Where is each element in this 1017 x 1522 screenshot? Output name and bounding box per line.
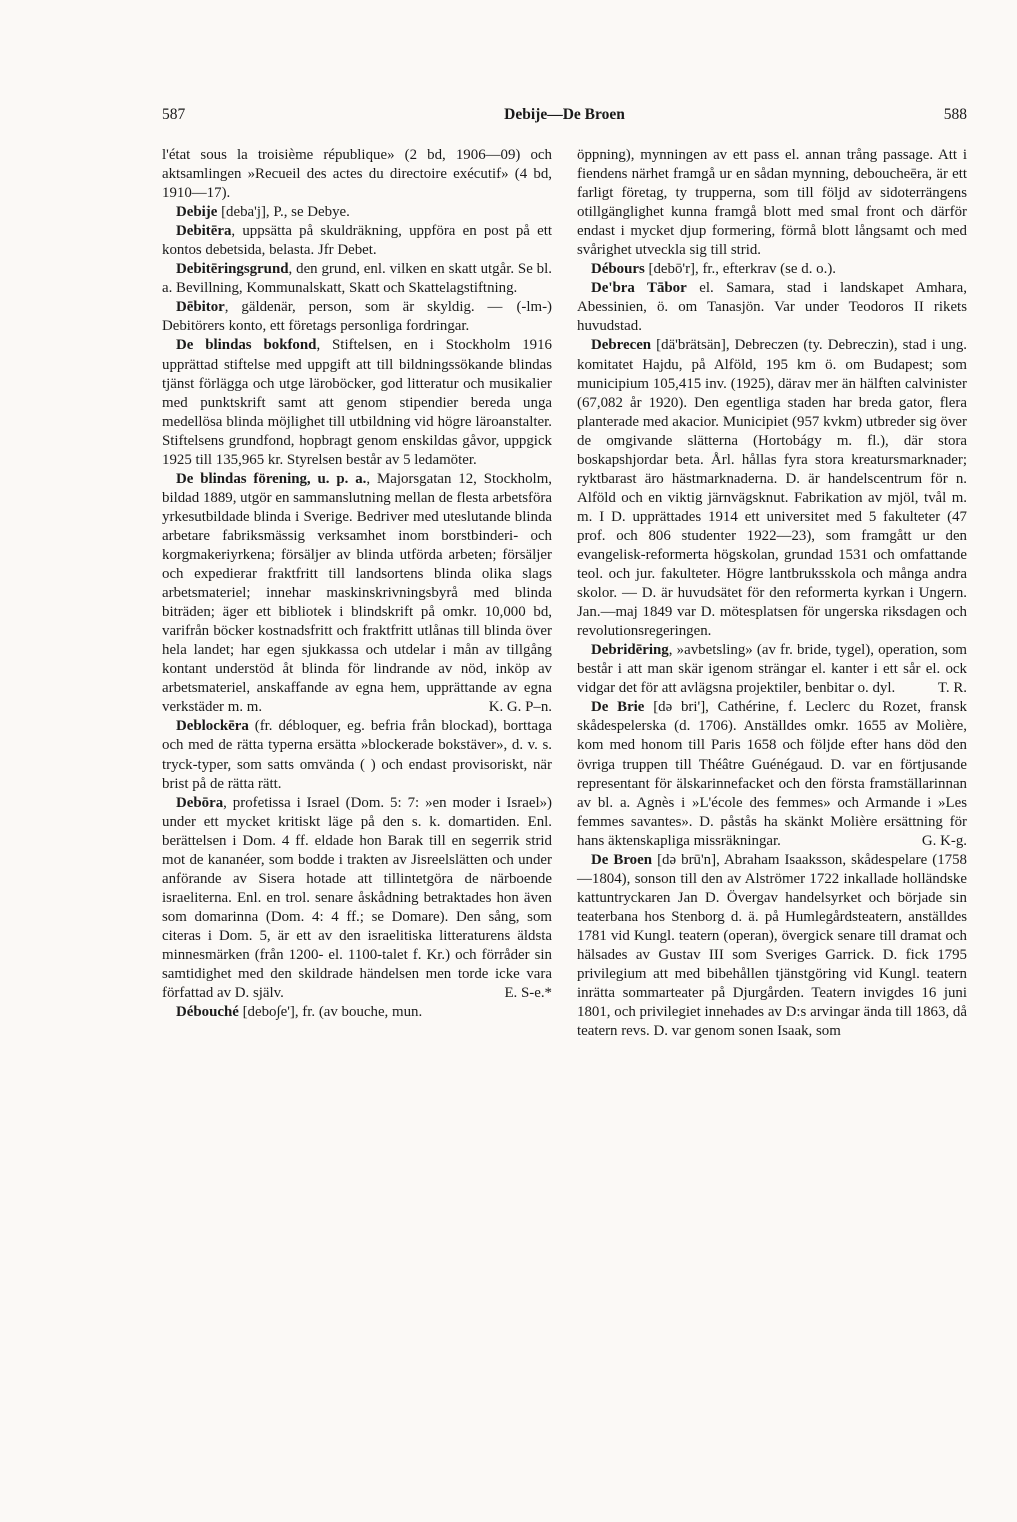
entry-text: , den grund, enl. vilken en skatt utgår. Se bl. a. Bevillning, Kommunalskatt, Skatt och Skattelagstiftning. — [162, 261, 552, 297]
entry-continuation — [577, 146, 967, 260]
entry-headword: Debōra — [176, 794, 224, 811]
entry-headword: Débours — [591, 261, 645, 278]
entry-headword: Debridēring — [591, 642, 669, 659]
right-column — [577, 146, 967, 1041]
entry-text: , Majorsgatan 12, Stockholm, bildad 1889, utgör en sammanslutning mellan de flesta arbetsföra yrkesutbildade blinda i Sverige. Bedriver med uteslutande blinda arbetare fabriksmässig verksamhet inom borstbinderi- och korgmakeriyrkena; försäljer av blinda utförda arbeten; försäljer och expedierar fraktfritt till landsortens blinda olika slags arbetsmateriel; innehar maskinskrivningsbyrå med blinda biträden; äger ett bibliotek i blindskrift på omkr. 10,000 bd, varifrån böcker kostnadsfritt och fraktfritt utlånas till blinda över hela landet; har egen sjukkassa och utdelar i mån av tillgång kontant understöd åt blinda för lindrande av nöd, inköp av arbetsmateriel, anskaffande av egna hem, upprättande av egna verkstäder m. m. — [162, 470, 552, 716]
entry-headword: Débouché — [176, 1004, 239, 1021]
running-title: Debije—De Broen — [504, 106, 625, 123]
entry-text: , uppsätta på skuldräkning, uppföra en post på ett kontos debetsida, belasta. Jfr Debet. — [162, 223, 552, 259]
entry-headword: De blindas förening, u. p. a. — [176, 470, 367, 487]
dictionary-entry — [577, 851, 967, 1041]
author-signature: K. G. P–n. — [488, 699, 552, 716]
entry-headword: De'bra Tābor — [591, 280, 687, 297]
entry-continuation — [162, 146, 552, 203]
author-signature: G. K-g. — [921, 832, 967, 849]
dictionary-entry — [162, 203, 552, 222]
entry-text: [deba'j], P., se Debye. — [217, 204, 350, 221]
page-header — [162, 106, 967, 130]
dictionary-entry — [162, 298, 552, 336]
entry-headword: Dēbitor — [176, 299, 225, 316]
dictionary-entry — [577, 641, 967, 698]
page-number-left: 587 — [162, 106, 186, 123]
dictionary-entry — [577, 698, 967, 850]
entry-text: , »avbetsling» (av fr. bride, tygel), operation, som består i att man skär igenom strängar el. kanter i ett sår el. ock vidgar det för att avlägsna projektiler, benbitar o. dyl. — [577, 642, 967, 697]
dictionary-entry — [162, 336, 552, 469]
dictionary-entry — [577, 260, 967, 279]
dictionary-entry — [577, 336, 967, 641]
entry-headword: De blindas bokfond — [176, 337, 317, 354]
entry-text: el. Samara, stad i landskapet Amhara, Abessinien, ö. om Tanasjön. Var under Teodoros II rikets huvudstad. — [577, 280, 967, 335]
author-signature: (-lm-) — [516, 299, 552, 316]
dictionary-entry — [162, 470, 552, 718]
entry-headword: Debrecen — [591, 337, 652, 354]
entry-text: [debō'r], fr., efterkrav (se d. o.). — [644, 261, 836, 278]
entry-text: (fr. débloquer, eg. befria från blockad), borttaga och med de rätta typerna ersätta »blockerade bokstäver», d. v. s. tryck-typer, som satts omvända ( ) och endast provisoriskt, när brist på de rätta rätt. — [162, 718, 552, 792]
dictionary-entry — [162, 794, 552, 1004]
dictionary-entry — [162, 222, 552, 260]
entry-text: l'état sous la troisième république» (2 bd, 1906—09) och aktsamlingen »Recueil des actes du directoire exécutif» (4 bd, 1910—17). — [162, 147, 552, 202]
entry-text: [də bri'], Cathérine, f. Leclerc du Rozet, fransk skådespelerska (d. 1706). Anställdes omkr. 1655 av Molière, kom med honom till Paris 1658 och följde efter hans död den övriga truppen till Théâtre Guénégaud. D. var en förtjusande representant för älskarinnefacket och den första framställarinnan av bl. a. Agnès i »L'école des femmes» och Armande i »Les femmes savantes». D. påstås ha skänkt Molière ersättning för hans äktenskapliga missräkningar. — [577, 699, 967, 849]
entry-text: [də brū'n], Abraham Isaaksson, skådespelare (1758—1804), sonson till den av Alströmer 1722 inkallade holländske kattuntryckaren Jan D. Övergav handelsyrket och började sin teaterbana hos Stenborg d. ä. på Humlegårdsteatern, anställdes 1781 vid Kungl. teatern (operan), övergick senare till dramat och hälsades av Gustav III som Sveriges Garrick. D. fick 1795 privilegium att med bibehållen tjänstgöring vid Kungl. teatern inrätta sommarteater på Djurgården. Teatern invigdes 16 juni 1801, och privilegiet innehades av D:s arvingar ända till 1863, då teatern revs. D. var genom sonen Isaak, som — [577, 851, 967, 1040]
entry-headword: Debitēra — [176, 223, 232, 240]
entry-headword: Debije — [176, 204, 218, 221]
entry-text: öppning), mynningen av ett pass el. annan trång passage. Att i fiendens närhet framgå ur en sådan mynning, deboucheēra, är ett farligt företag, ty trupperna, som till följd av sidoterrängens otillgänglighet kunna framgå blott med smal front och därför endast i mycket djup formering, förmå blott långsamt och med svårighet utveckla sig till strid. — [577, 147, 967, 259]
entry-headword: De Broen — [591, 851, 653, 868]
entry-headword: Deblockēra — [176, 718, 249, 735]
entry-text: [debo∫e'], fr. (av bouche, mun. — [238, 1004, 423, 1021]
entry-headword: De Brie — [591, 699, 645, 716]
page-number-right: 588 — [943, 106, 967, 123]
entry-headword: Debitēringsgrund — [176, 261, 289, 278]
entry-text: [dä'brätsän], Debreczen (ty. Debreczin), stad i ung. komitatet Hajdu, på Alföld, 195 km ö. om Budapest; som municipium 105,415 inv. (1925), därav mer än hälften calvinister (67,082 år 1920). Den egentliga staden har breda gator, flera planterade med akacior. Municipiet (957 kvkm) utbreder sig över de omgivande slätterna (Hortobágy m. fl.), där stora boskapshjordar beta. Årl. hållas fyra stora kreatursmarknader; ryktbarast äro hästmarknaderna. D. är handelscentrum för n. Alföld och en viktig järnvägsknut. Fabrikation av mjöl, tvål m. m. I D. upprättades 1914 ett universitet med 5 fakulteter (47 prof. och 806 studenter 1922—23), som framgått ur den evangelisk-reformerta högskolan, grundad 1531 och omfattande teol. och jur. fakulteter. Högre lantbruksskola och många andra skolor. — D. är huvudsätet för den reformerta kyrkan i Ungern. Jan.—maj 1849 var D. mötesplatsen för ungerska riksdagen och revolutionsregeringen. — [577, 337, 967, 640]
left-column — [162, 146, 552, 1022]
dictionary-entry — [162, 1003, 552, 1022]
dictionary-entry — [162, 717, 552, 793]
entry-text: , gäldenär, person, som är skyldig. — Debitörers konto, ett företags personliga fordringar. — [162, 299, 503, 335]
dictionary-entry — [577, 279, 967, 336]
author-signature: E. S-e.* — [504, 985, 552, 1002]
author-signature: T. R. — [937, 680, 967, 697]
entry-text: , profetissa i Israel (Dom. 5: 7: »en moder i Israel») under ett mycket kritiskt läge på den s. k. domartiden. Enl. berättelsen i Dom. 4 ff. eldade hon Barak till en segerrik strid mot de kananéer, som bodde i trakten av Jisreelslätten och under anförande av Sisera hotade att tillintetgöra de närboende israeliterna. Enl. en trol. senare åskådning betraktades hon även som domarinna (Dom. 4: 4 ff.; se Domare). Den sång, som citeras i Dom. 5, är ett av den israelitiska litteraturens äldsta minnesmärken (från 1200- el. 1100-talet f. Kr.) och förråder sin samtidighet med den skildrade händelsen men torde icke vara författad av D. själv. — [162, 794, 552, 1002]
entry-text: , Stiftelsen, en i Stockholm 1916 upprättad stiftelse med uppgift att till bildningssökande blindas tjänst förlägga och utge läroböcker, god litteratur och musikalier med punktskrift samt att genom stipendier bereda unga medellösa blinda möjlighet till utbildning vid högre läroanstalter. Stiftelsens grundfond, hopbragt genom enskildas gåvor, uppgick 1925 till 135,965 kr. Styrelsen består av 5 ledamöter. — [162, 337, 552, 468]
